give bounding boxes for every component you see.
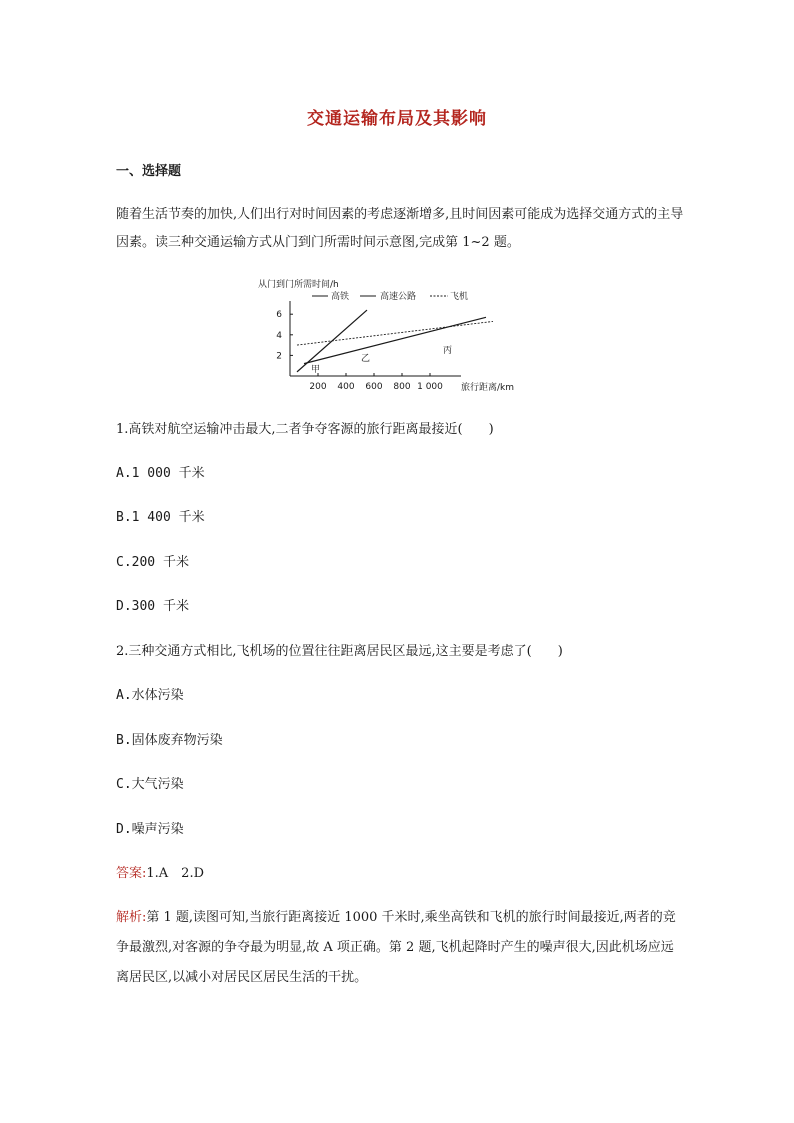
page-title: 交通运输布局及其影响 xyxy=(307,109,487,129)
option-letter: A. xyxy=(116,466,132,481)
analysis-text: 第 1 题,读图可知,当旅行距离接近 1000 千米时,乘坐高铁和飞机的旅行时间最接近,两者的竞争最激烈,对客源的争夺最为明显,故 A 项正确。第 2 题,飞机起降时产生的噪声很大,因此机场应远离居民区,以减小对居民区居民生活的干扰。 xyxy=(116,910,676,985)
x-tick-label: 800 xyxy=(393,382,411,392)
chart-ylabel: 从门到门所需时间/h xyxy=(258,280,339,290)
question-1-option-d[interactable] xyxy=(116,595,189,614)
legend-label-highway: 高速公路 xyxy=(380,292,417,302)
option-text: 300 千米 xyxy=(131,599,189,614)
section-title: 一、选择题 xyxy=(116,164,182,179)
option-letter: D. xyxy=(116,822,132,837)
x-tick-label: 600 xyxy=(365,382,383,392)
option-text: 水体污染 xyxy=(131,688,184,703)
series-line-飞机 xyxy=(297,321,493,345)
series-line-高铁 xyxy=(304,317,486,363)
question-2-option-b[interactable] xyxy=(116,729,223,748)
option-letter: A. xyxy=(116,688,132,703)
question-2-option-a[interactable] xyxy=(116,684,184,703)
option-text: 200 千米 xyxy=(131,555,189,570)
travel-time-chart xyxy=(254,277,544,397)
option-text: 噪声污染 xyxy=(131,822,184,837)
question-1-stem: 1.高铁对航空运输冲击最大,二者争夺客源的旅行距离最接近( ) xyxy=(116,422,494,437)
option-text: 固体废弃物污染 xyxy=(131,733,223,748)
y-tick-label: 4 xyxy=(276,330,282,341)
question-2-stem: 2.三种交通方式相比,飞机场的位置往往距离居民区最远,这主要是考虑了( ) xyxy=(116,644,563,659)
question-2-option-d[interactable] xyxy=(116,818,184,837)
region-label-jia: 甲 xyxy=(311,365,321,375)
legend-label-plane: 飞机 xyxy=(450,292,469,302)
legend-label-gaotie: 高铁 xyxy=(331,292,350,302)
chart-xlabel: 旅行距离/km xyxy=(461,383,515,393)
question-1-option-b[interactable] xyxy=(116,506,205,525)
region-label-bing: 丙 xyxy=(443,346,453,356)
option-text: 大气污染 xyxy=(131,777,184,792)
analysis-paragraph xyxy=(116,903,686,993)
answer-line xyxy=(116,862,204,881)
x-tick-label: 200 xyxy=(309,382,327,392)
option-letter: D. xyxy=(116,599,132,614)
x-tick-label: 1 000 xyxy=(417,382,443,392)
region-label-yi: 乙 xyxy=(361,354,371,364)
question-1-option-c[interactable] xyxy=(116,551,189,570)
y-tick-label: 6 xyxy=(276,310,282,321)
option-text: 1 000 千米 xyxy=(131,466,205,481)
option-text: 1 400 千米 xyxy=(131,510,205,525)
y-tick-label: 2 xyxy=(276,351,282,362)
option-letter: B. xyxy=(116,510,132,525)
option-letter: B. xyxy=(116,733,132,748)
question-2-option-c[interactable] xyxy=(116,773,184,792)
option-letter: C. xyxy=(116,555,132,570)
x-tick-label: 400 xyxy=(337,382,355,392)
intro-paragraph: 随着生活节奏的加快,人们出行对时间因素的考虑逐渐增多,且时间因素可能成为选择交通方式的主导因素。读三种交通运输方式从门到门所需时间示意图,完成第 1~2 题。 xyxy=(116,207,684,250)
analysis-label: 解析: xyxy=(116,910,147,925)
answer-label: 答案: xyxy=(116,866,147,881)
question-1-option-a[interactable] xyxy=(116,462,205,481)
answer-text: 1.A 2.D xyxy=(146,866,205,881)
option-letter: C. xyxy=(116,777,132,792)
